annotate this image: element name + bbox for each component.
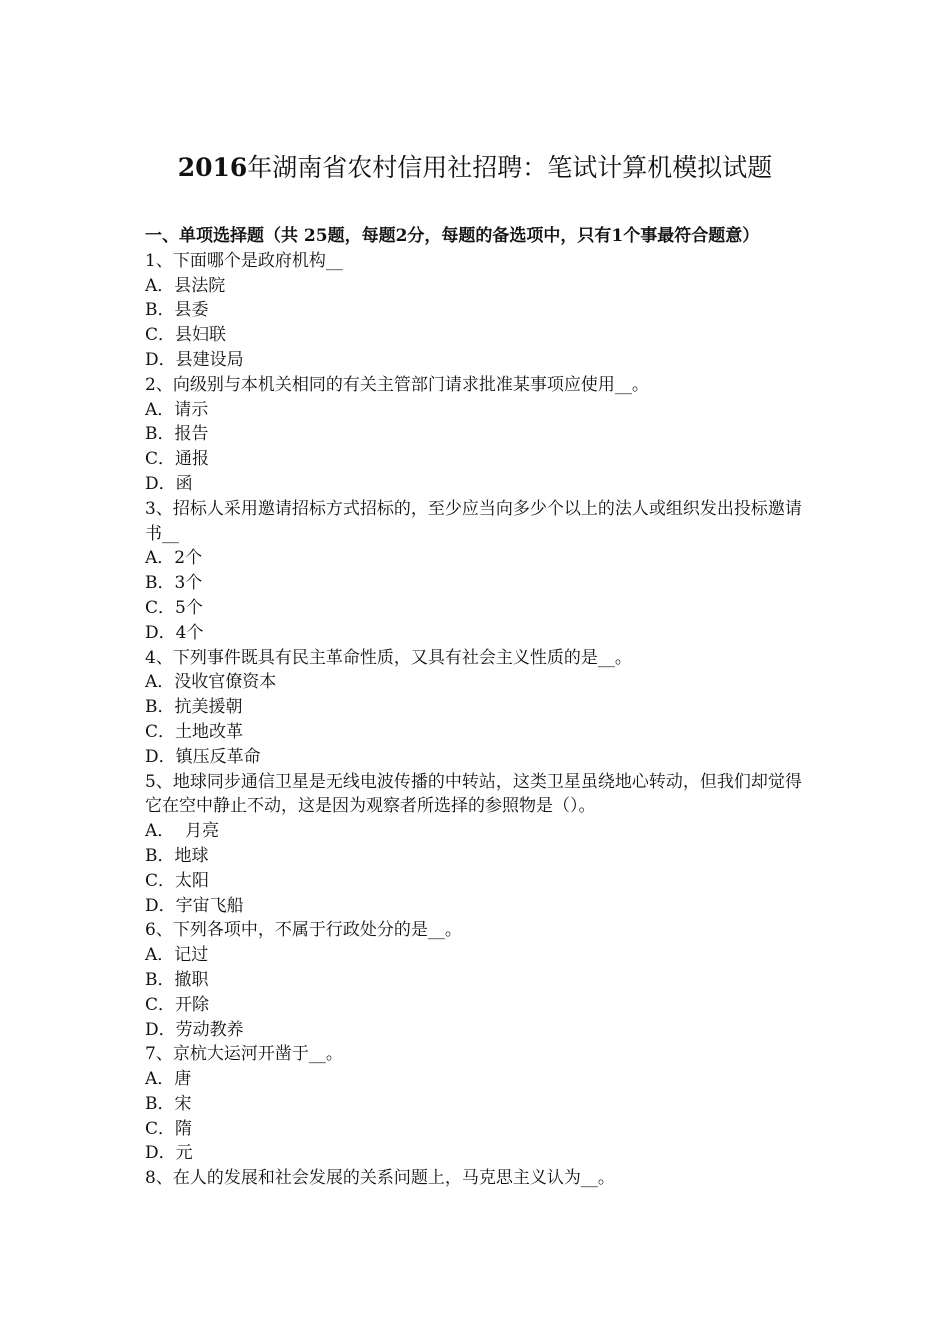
question-stem: 2、向级别与本机关相同的有关主管部门请求批准某事项应使用__。 [145,374,649,395]
option-b: B．县委 [145,300,209,321]
option-b: B．抗美援朝 [145,697,243,718]
option-d: D．函 [145,473,193,494]
question-stem: 8、在人的发展和社会发展的关系问题上，马克思主义认为__。 [145,1168,615,1189]
question-stem: 1、下面哪个是政府机构__ [145,250,343,271]
question-stem: 6、下列各项中，不属于行政处分的是__。 [145,920,462,941]
question-3 [145,497,810,646]
option-c: C．太阳 [145,870,210,891]
option-a: A．请示 [145,399,209,420]
option-c: C．5个 [145,597,203,618]
option-b: B．宋 [145,1093,192,1114]
question-stem: 3、招标人采用邀请招标方式招标的，至少应当向多少个以上的法人或组织发出投标邀请书__ [145,498,802,544]
option-c: C．隋 [145,1118,193,1139]
question-8 [145,1166,810,1191]
option-c: C．土地改革 [145,721,244,742]
option-d: D．县建设局 [145,349,244,370]
question-stem: 7、京杭大运河开凿于__。 [145,1044,343,1065]
question-stem: 4、下列事件既具有民主革命性质，又具有社会主义性质的是__。 [145,647,632,668]
option-a: A． 月亮 [145,821,220,842]
option-b: B．地球 [145,845,209,866]
option-d: D．劳动教养 [145,1019,244,1040]
option-c: C．县妇联 [145,325,227,346]
option-b: B．报告 [145,424,209,445]
option-b: B．撤职 [145,969,209,990]
option-b: B．3个 [145,573,203,594]
title-text: 年湖南省农村信用社招聘：笔试计算机模拟试题 [247,153,773,182]
title-year: 2016 [177,153,248,182]
question-4 [145,646,810,770]
option-d: D．宇宙飞船 [145,895,244,916]
option-d: D．镇压反革命 [145,746,261,767]
question-6 [145,918,810,1042]
question-5 [145,770,810,919]
option-a: A．唐 [145,1069,192,1090]
option-a: A．2个 [145,548,203,569]
page-title [0,150,950,186]
question-7 [145,1042,810,1166]
option-d: D．元 [145,1143,193,1164]
option-d: D．4个 [145,622,204,643]
question-stem: 5、地球同步通信卫星是无线电波传播的中转站，这类卫星虽绕地心转动，但我们却觉得它在空中静止不动，这是因为观察者所选择的参照物是（）。 [145,771,802,817]
option-a: A．没收官僚资本 [145,672,277,693]
option-c: C．通报 [145,449,210,470]
document-body [145,224,810,1191]
question-2 [145,373,810,497]
question-1 [145,249,810,373]
option-a: A．县法院 [145,275,226,296]
option-a: A．记过 [145,945,209,966]
option-c: C．开除 [145,994,210,1015]
section-heading: 一、单项选择题（共 25题，每题2分，每题的备选项中，只有1个事最符合题意） [145,226,760,246]
